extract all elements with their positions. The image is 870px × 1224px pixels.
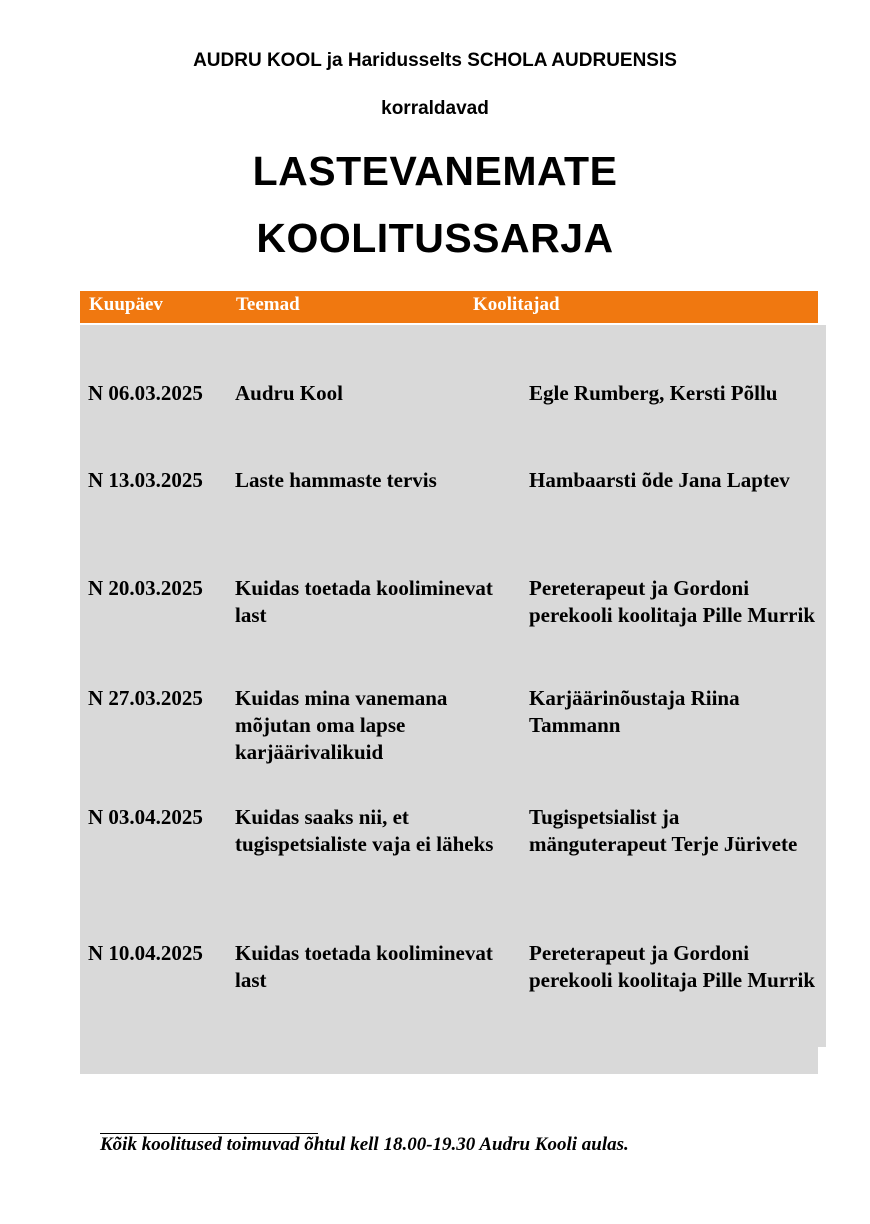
table-cell-topic: Kuidas toetada kooliminevat last bbox=[235, 941, 493, 992]
table-cell-date: N 13.03.2025 bbox=[88, 468, 203, 492]
table-cell-topic: Kuidas mina vanemana mõjutan oma lapse karjäärivalikuid bbox=[235, 686, 448, 764]
table-cell-trainer: Karjäärinõustaja Riina Tammann bbox=[529, 686, 740, 737]
table-cell-trainer: Hambaarsti õde Jana Laptev bbox=[529, 468, 790, 492]
table-cell-topic: Laste hammaste tervis bbox=[235, 468, 437, 492]
table-body-edge bbox=[818, 325, 826, 1047]
table-cell-date: N 03.04.2025 bbox=[88, 805, 203, 829]
organizers-line: AUDRU KOOL ja Haridusselts SCHOLA AUDRUENSIS bbox=[193, 50, 677, 71]
table-cell-trainer: Pereterapeut ja Gordoni perekooli koolitaja Pille Murrik bbox=[529, 576, 816, 627]
table-header bbox=[80, 291, 818, 325]
column-header-topic: Teemad bbox=[236, 294, 300, 315]
table-cell-trainer: Tugispetsialist ja mänguterapeut Terje Jürivete bbox=[529, 805, 798, 856]
organizers-verb: korraldavad bbox=[381, 98, 489, 119]
table-cell-topic: Audru Kool bbox=[235, 381, 343, 405]
table-cell-date: N 27.03.2025 bbox=[88, 686, 203, 710]
table-cell-date: N 10.04.2025 bbox=[88, 941, 203, 965]
table-cell-trainer: Pereterapeut ja Gordoni perekooli koolitaja Pille Murrik bbox=[529, 941, 816, 992]
table-cell-date: N 06.03.2025 bbox=[88, 381, 203, 405]
table-cell-date: N 20.03.2025 bbox=[88, 576, 203, 600]
footnote: Kõik koolitused toimuvad õhtul kell 18.00-19.30 Audru Kooli aulas. bbox=[100, 1134, 629, 1155]
table-cell-topic: Kuidas toetada kooliminevat last bbox=[235, 576, 493, 627]
table-cell-topic: Kuidas saaks nii, et tugispetsialiste vaja ei läheks bbox=[235, 805, 494, 856]
column-header-date: Kuupäev bbox=[89, 294, 163, 315]
table-cell-trainer: Egle Rumberg, Kersti Põllu bbox=[529, 381, 778, 405]
column-header-trainer: Koolitajad bbox=[473, 294, 560, 315]
page-title-line-1: LASTEVANEMATE bbox=[252, 148, 618, 194]
page-title-line-2: KOOLITUSSARJA bbox=[256, 215, 614, 261]
